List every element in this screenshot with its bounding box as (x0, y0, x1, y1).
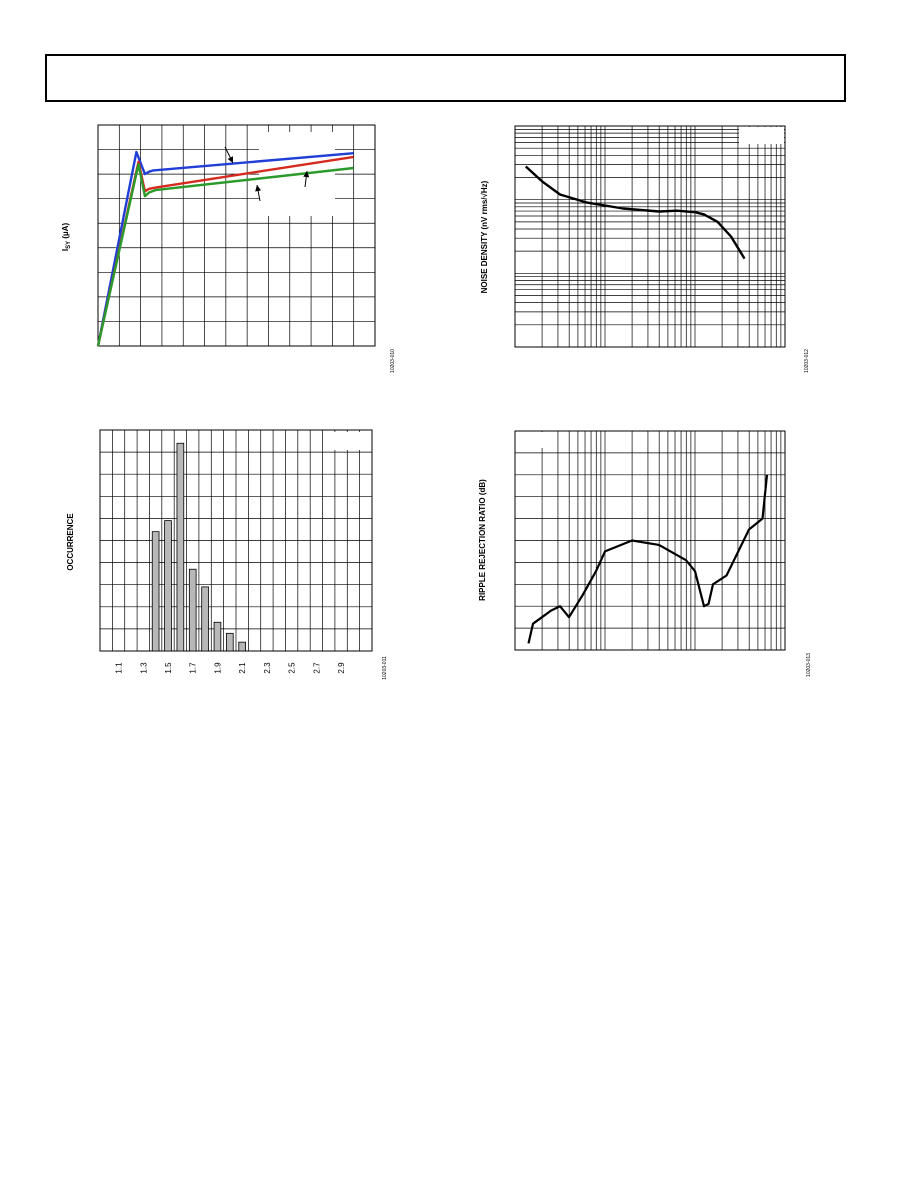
occurrence-grid (100, 430, 372, 651)
x-tick-label: 1.5 (164, 662, 173, 674)
x-tick-label: 2.5 (287, 662, 297, 674)
histogram-bar (226, 633, 233, 651)
legend-area (517, 432, 549, 448)
legend-area (331, 432, 371, 450)
ripple-rejection-chart (475, 420, 820, 690)
histogram-bar (165, 521, 172, 651)
occurrence-y-axis-label: OCCURRENCE (66, 513, 75, 571)
supply-current-y-axis-label: $I_{SY}$ (µA) (61, 222, 72, 252)
occurrence-x-tick-labels (115, 662, 347, 674)
legend-area (739, 127, 784, 144)
x-tick-label: 2.1 (238, 662, 248, 674)
ripple-rejection-y-axis-label: RIPPLE REJECTION RATIO (dB) (478, 479, 487, 601)
supply-current-chart (55, 115, 400, 385)
histogram-bar (239, 642, 246, 651)
x-tick-label: 1.9 (213, 662, 223, 674)
ripple-rejection-figure-code: 10203-013 (806, 653, 812, 677)
plot-frame (515, 126, 785, 347)
noise-density-series (526, 167, 745, 259)
page-header-box (45, 54, 846, 102)
noise-density-chart (475, 115, 820, 385)
histogram-bar (152, 532, 159, 651)
x-tick-label: 2.9 (337, 662, 347, 674)
noise-density-grid (515, 126, 785, 347)
histogram-bar (177, 443, 184, 651)
noise-density-figure-code: 10203-012 (804, 349, 810, 373)
histogram-bar (202, 587, 209, 651)
x-tick-label: 2.7 (312, 662, 322, 674)
x-tick-label: 2.3 (262, 662, 272, 674)
x-tick-label: 1.7 (188, 662, 198, 674)
x-tick-label: 1.1 (114, 662, 124, 674)
occurrence-histogram (55, 420, 400, 690)
series-line-0 (526, 167, 745, 259)
supply-current-figure-code: 10203-010 (390, 349, 396, 373)
histogram-bar (214, 622, 221, 651)
noise-density-y-axis-label: NOISE DENSITY (nV rms/√Hz) (480, 180, 489, 294)
occurrence-figure-code: 10203-011 (382, 656, 388, 680)
histogram-bar (189, 569, 196, 651)
x-tick-label: 1.3 (139, 662, 149, 674)
